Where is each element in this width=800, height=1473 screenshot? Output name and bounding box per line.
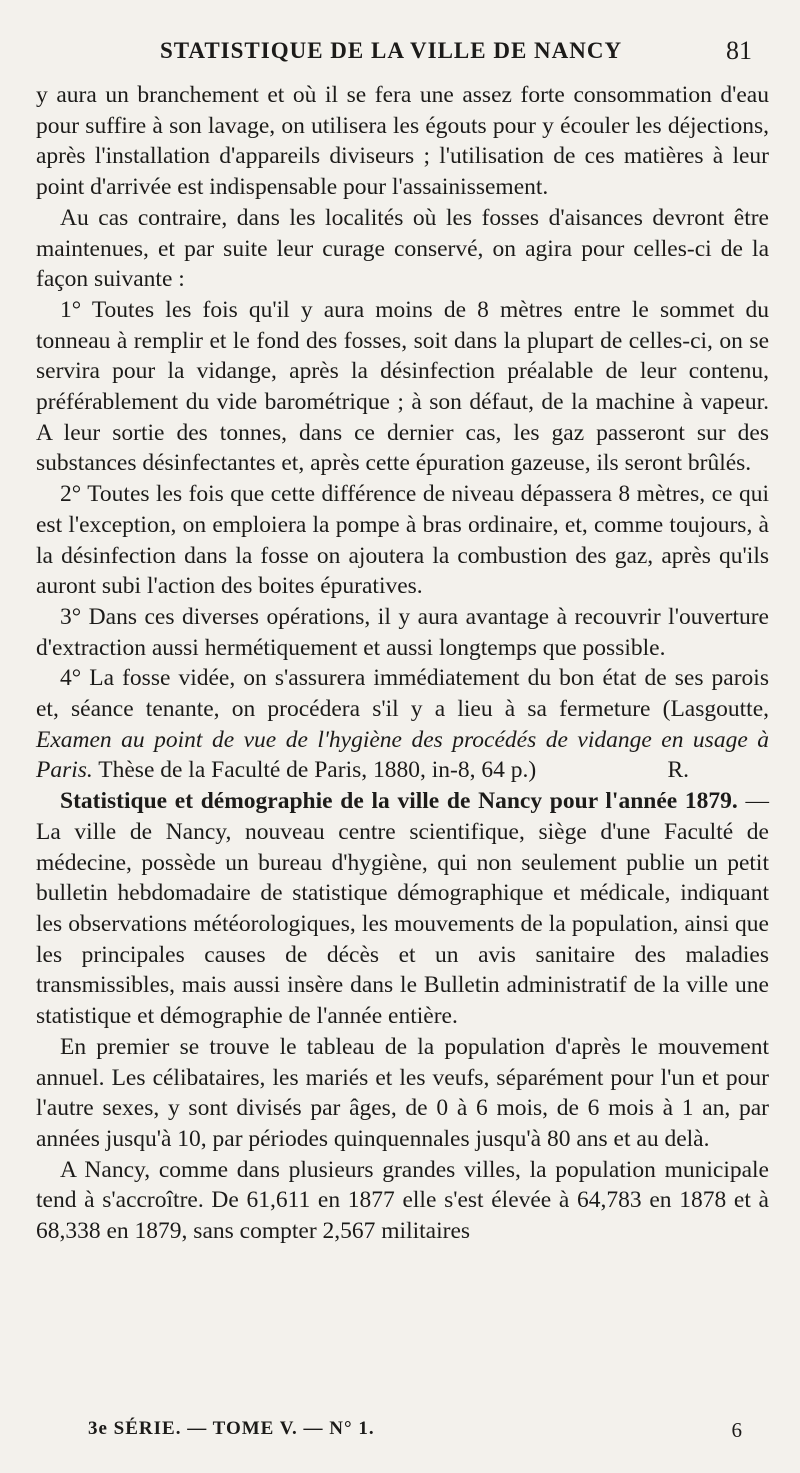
article-title: Statistique et démographie de la ville de Nancy pour l'année 1879. <box>60 788 738 815</box>
paragraph: A Nancy, comme dans plusieurs grandes villes, la population municipale tend à s'accroître. De 61,611 en 1877 elle s'est élevée à 64,783 en 1878 et à 68,338 en 1879, sans compter 2,567 militaires <box>36 1156 769 1245</box>
text-run: — La ville de Nancy, nouveau centre scientifique, siège d'une Faculté de médecine, possède un bureau d'hygiène, qui non seulement publie un petit bulletin hebdomadaire de statistique démographique et médicale, indiquant les observations météorologiques, les mouvements de la population, ainsi que les principales causes de décès et un avis sanitaire des maladies transmissibles, mais aussi insère dans le Bulletin administratif de la ville une statistique et démographie de l'année entière. <box>36 788 769 1030</box>
paragraph: Au cas contraire, dans les localités où les fosses d'aisances devront être maintenues, et par suite leur curage conservé, on agira pour celles-ci de la façon suivante : <box>36 204 769 293</box>
cited-title: Examen au point de vue de l'hygiène des procédés de vidange en usage à Paris. <box>36 726 769 784</box>
paragraph-continued: y aura un branchement et où il se fera une assez forte consommation d'eau pour suffire à son lavage, on utilisera les égouts pour y écouler les déjections, après l'installation d'appareils diviseurs ; l'utilisation de ces matières à leur point d'arrivée est indispensable pour l'assainissement. <box>36 82 769 201</box>
series-info: 3e SÉRIE. — TOME V. — N° 1. <box>88 1418 375 1439</box>
text-run: Thèse de la Faculté de Paris, 1880, in-8, 64 p.) <box>92 757 537 784</box>
page-footer <box>0 1418 800 1448</box>
article-paragraph <box>36 786 769 1032</box>
paragraph-item-4 <box>36 663 769 786</box>
paragraph-item-3: 3° Dans ces diverses opérations, il y aura avantage à recouvrir l'ouverture d'extraction aussi hermétiquement et aussi longtemps que possible. <box>36 603 769 661</box>
paragraph-item-1: 1° Toutes les fois qu'il y aura moins de 8 mètres entre le sommet du tonneau à remplir et le fond des fosses, soit dans la plupart de celles-ci, on se servira pour la vidange, après la désinfection préalable de leur contenu, préférablement du vide barométrique ; à son défaut, de la machine à vapeur. A leur sortie des tonnes, dans ce dernier cas, les gaz passeront sur des substances désinfectantes et, après cette épuration gazeuse, ils seront brûlés. <box>36 296 769 477</box>
author-initial: R. <box>667 757 689 784</box>
page-number: 81 <box>726 36 752 65</box>
running-head <box>0 38 800 72</box>
body-text <box>36 80 769 1247</box>
text-run: 4° La fosse vidée, on s'assurera immédiatement du bon état de ses parois et, séance tenante, on procédera s'il y a lieu à sa fermeture (Lasgoutte, <box>36 665 769 723</box>
paragraph: En premier se trouve le tableau de la population d'après le mouvement annuel. Les célibataires, les mariés et les veufs, séparément pour l'un et pour l'autre sexes, y sont divisés par âges, de 0 à 6 mois, de 6 mois à 1 an, par années jusqu'à 10, par périodes quinquennales jusqu'à 80 ans et au delà. <box>36 1033 769 1152</box>
paragraph-item-2: 2° Toutes les fois que cette différence de niveau dépassera 8 mètres, ce qui est l'exception, on emploiera la pompe à bras ordinaire, et, comme toujours, à la désinfection dans la fosse on ajoutera la combustion des gaz, après qu'ils auront subi l'action des boites épuratives. <box>36 481 769 600</box>
signature-number: 6 <box>731 1418 742 1442</box>
running-title: STATISTIQUE DE LA VILLE DE NANCY <box>160 38 623 63</box>
